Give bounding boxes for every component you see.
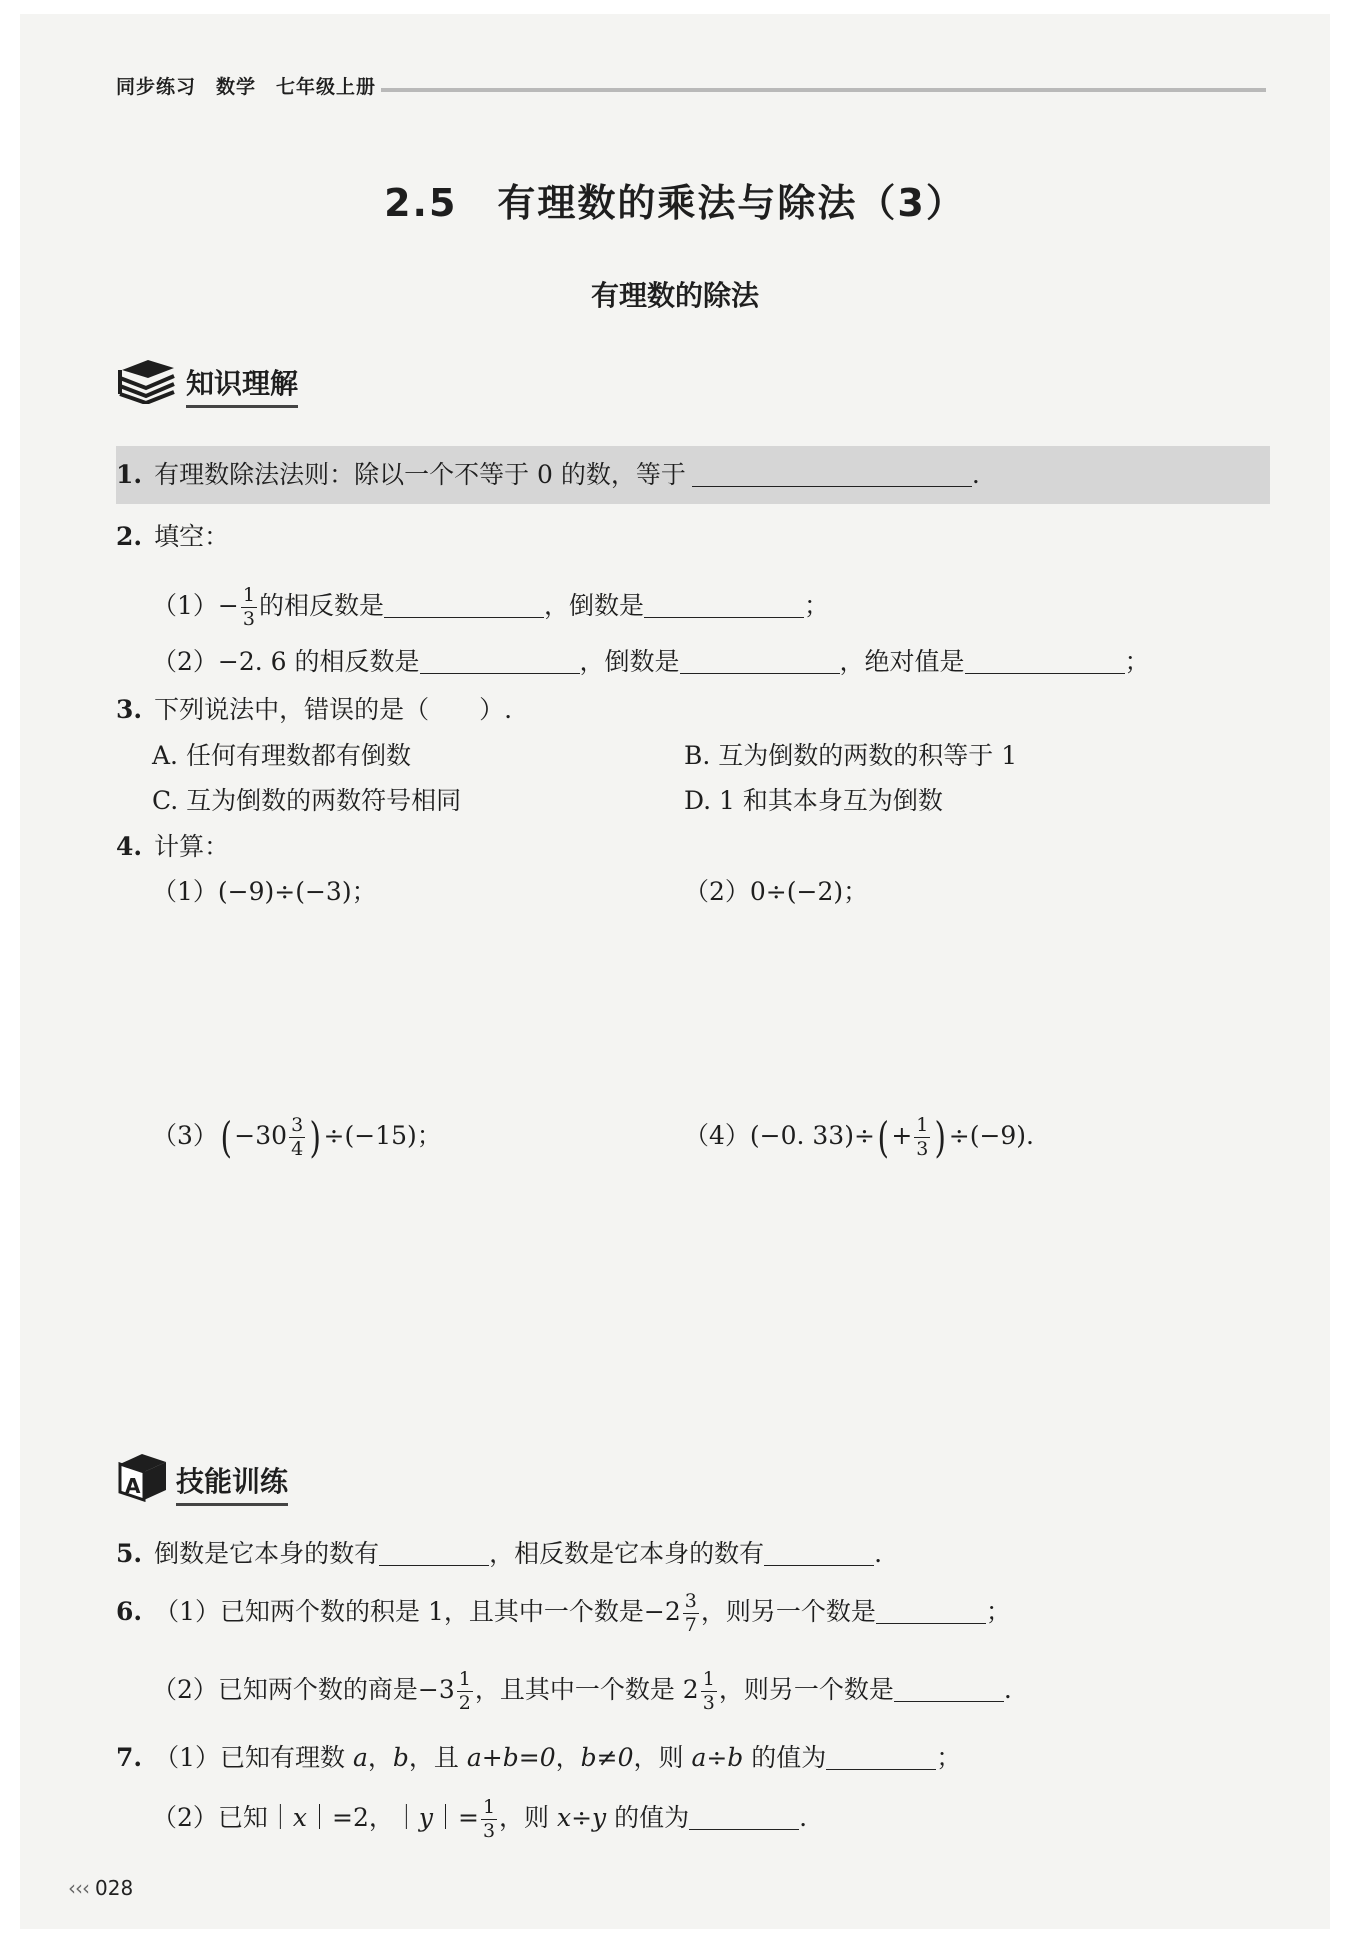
svg-text:A: A [125, 1474, 141, 1498]
right-paren: ) [309, 1112, 322, 1162]
q3-option-a[interactable]: A. 任何有理数都有倒数 [152, 741, 411, 770]
q2p2-label: （2） [152, 647, 218, 676]
q4-text: 计算： [154, 832, 230, 861]
q7p1-sep-1: ， [367, 1743, 393, 1772]
page-arrows-icon: ‹‹‹ [68, 1876, 89, 1900]
q2-part-1 [152, 576, 829, 636]
question-7-part-1 [116, 1738, 961, 1778]
fraction-numerator: 1 [702, 1668, 715, 1690]
q3-option-b[interactable]: B. 互为倒数的两数的积等于 1 [684, 741, 1018, 770]
running-header [116, 72, 1266, 100]
page-number-text: 028 [95, 1876, 134, 1900]
q4-part-4 [684, 1106, 1034, 1166]
fraction-numerator: 1 [482, 1796, 496, 1818]
right-paren: ) [934, 1112, 947, 1162]
q6p2-end: . [1003, 1675, 1012, 1704]
question-5 [116, 1534, 882, 1574]
q1-blank[interactable] [692, 458, 972, 487]
q7p1-expr-3: a÷b [691, 1743, 744, 1772]
q4p4-inner: + [891, 1121, 913, 1150]
q7p1-text-c: ，且 [408, 1743, 459, 1772]
question-1 [116, 455, 980, 495]
q1-end: . [971, 460, 980, 489]
q7p2-text-a: （2）已知｜ [152, 1803, 293, 1832]
q4p3-rest: ÷(−15)； [323, 1121, 442, 1150]
q2-text: 填空： [154, 522, 230, 551]
stacked-books-icon [116, 356, 176, 404]
fraction-denominator: 3 [242, 608, 255, 630]
a-cube-icon [116, 1452, 170, 1502]
q6p1-text-a: （1）已知两个数的积是 1，且其中一个数是−2 [154, 1597, 681, 1626]
q4-number: 4. [116, 832, 143, 861]
q7p1-var-b: b [392, 1743, 409, 1772]
q2p1-sign: − [217, 591, 239, 620]
q7p1-blank[interactable] [826, 1741, 936, 1770]
worksheet-page [20, 14, 1330, 1929]
q7-number: 7. [116, 1743, 143, 1772]
q6p2-text-a: （2）已知两个数的商是−3 [152, 1675, 455, 1704]
q4-part-1: （1）(−9)÷(−3)； [152, 877, 377, 906]
q1-text: 有理数除法法则：除以一个不等于 0 的数，等于 [154, 460, 686, 489]
q5-text-b: ，相反数是它本身的数有 [489, 1539, 765, 1568]
q7p1-text-a: （1）已知有理数 [154, 1743, 346, 1772]
q1-number: 1. [116, 460, 143, 489]
fraction-numerator: 3 [291, 1114, 304, 1136]
q7p1-expr-1: a+b=0 [466, 1743, 556, 1772]
q3-number: 3. [116, 695, 143, 724]
question-6-part-2 [152, 1660, 1012, 1720]
q2p2-end: ； [1124, 647, 1150, 676]
q7p2-text-b: ｜=2，｜ [307, 1803, 419, 1832]
q2p1-text-a: 的相反数是 [258, 591, 384, 620]
q6p2-text-c: ，则另一个数是 [718, 1675, 894, 1704]
fraction-denominator: 3 [702, 1692, 715, 1714]
fraction [914, 1116, 930, 1159]
q2p2-blank-absolute[interactable] [965, 645, 1125, 674]
question-7-part-2 [152, 1788, 807, 1848]
q4-part-2: （2）0÷(−2)； [684, 877, 869, 906]
question-2 [116, 517, 229, 557]
fraction-numerator: 1 [458, 1668, 471, 1690]
q7p1-expr-2: b≠0 [580, 1743, 634, 1772]
fraction-denominator: 2 [458, 1692, 471, 1714]
q4p3-inner: −30 [234, 1121, 288, 1150]
q2p2-text-a: −2. 6 的相反数是 [217, 647, 420, 676]
q5-text-a: 倒数是它本身的数有 [154, 1539, 380, 1568]
q2p2-blank-reciprocal[interactable] [680, 645, 840, 674]
q3-text: 下列说法中，错误的是（ ）. [154, 695, 513, 724]
fraction-denominator: 3 [482, 1820, 496, 1842]
q2p1-text-b: ，倒数是 [543, 591, 644, 620]
fraction-denominator: 7 [684, 1614, 697, 1636]
question-3 [116, 690, 512, 730]
q7p2-end: . [799, 1803, 808, 1832]
q5-blank-opposite[interactable] [764, 1537, 874, 1566]
fraction [683, 1592, 699, 1635]
q7p2-expr: x÷y [557, 1803, 607, 1832]
q7p2-text-e: 的值为 [614, 1803, 690, 1832]
page-number [68, 1876, 133, 1900]
q7p2-text-c: ｜= [433, 1803, 479, 1832]
q7p2-var-y: y [418, 1803, 433, 1832]
fraction-numerator: 3 [684, 1590, 697, 1612]
section-skills-label: 技能训练 [176, 1460, 288, 1506]
fraction [481, 1798, 497, 1841]
fraction [701, 1670, 717, 1713]
q5-end: . [874, 1539, 883, 1568]
q4-part-3 [152, 1106, 442, 1166]
section-knowledge-label: 知识理解 [186, 362, 298, 408]
q4p4-label: （4）(−0. 33)÷ [684, 1121, 875, 1150]
q2p1-blank-opposite[interactable] [384, 589, 544, 618]
q7p2-var-x: x [292, 1803, 308, 1832]
header-text: 同步练习 数学 七年级上册 [116, 76, 377, 98]
q2p1-end: ； [803, 591, 829, 620]
q6p1-end: ； [985, 1597, 1011, 1626]
q2p1-label: （1） [152, 591, 218, 620]
q6p2-text-b: ，且其中一个数是 2 [474, 1675, 699, 1704]
fraction-denominator: 3 [916, 1138, 929, 1160]
q2p1-blank-reciprocal[interactable] [644, 589, 804, 618]
q5-number: 5. [116, 1539, 143, 1568]
q6-number: 6. [116, 1597, 143, 1626]
question-4 [116, 827, 229, 867]
page-title: 2.5 有理数的乘法与除法（3） [384, 181, 966, 225]
fraction [241, 586, 257, 629]
q7p1-sep-2: ， [555, 1743, 581, 1772]
q7p2-blank[interactable] [689, 1801, 799, 1830]
q6p1-blank[interactable] [876, 1595, 986, 1624]
q4p4-rest: ÷(−9). [948, 1121, 1035, 1150]
question-6-part-1 [116, 1582, 1011, 1642]
q2-number: 2. [116, 522, 143, 551]
q6p2-blank[interactable] [894, 1673, 1004, 1702]
q2p2-blank-opposite[interactable] [420, 645, 580, 674]
fraction [457, 1670, 473, 1713]
fraction-denominator: 4 [291, 1138, 304, 1160]
left-paren: ( [220, 1112, 232, 1162]
fraction [289, 1116, 305, 1159]
q6p1-text-b: ，则另一个数是 [700, 1597, 876, 1626]
q2-part-2 [152, 642, 1150, 682]
q2p2-text-b: ，倒数是 [579, 647, 680, 676]
fraction-numerator: 1 [242, 584, 255, 606]
q7p1-end: ； [936, 1743, 962, 1772]
fraction-numerator: 1 [916, 1114, 929, 1136]
q7p1-text-e: ，则 [633, 1743, 684, 1772]
header-rule [381, 88, 1266, 92]
q7p2-text-d: ，则 [499, 1803, 550, 1832]
left-paren: ( [877, 1112, 889, 1162]
q3-option-c[interactable]: C. 互为倒数的两数符号相同 [152, 786, 462, 815]
q7p1-text-f: 的值为 [751, 1743, 827, 1772]
page-subtitle: 有理数的除法 [590, 279, 759, 312]
q2p2-text-c: ，绝对值是 [839, 647, 965, 676]
q7p1-var-a: a [352, 1743, 368, 1772]
q4p3-label: （3） [152, 1121, 218, 1150]
q5-blank-reciprocal[interactable] [379, 1537, 489, 1566]
q3-option-d[interactable]: D. 1 和其本身互为倒数 [684, 786, 943, 815]
